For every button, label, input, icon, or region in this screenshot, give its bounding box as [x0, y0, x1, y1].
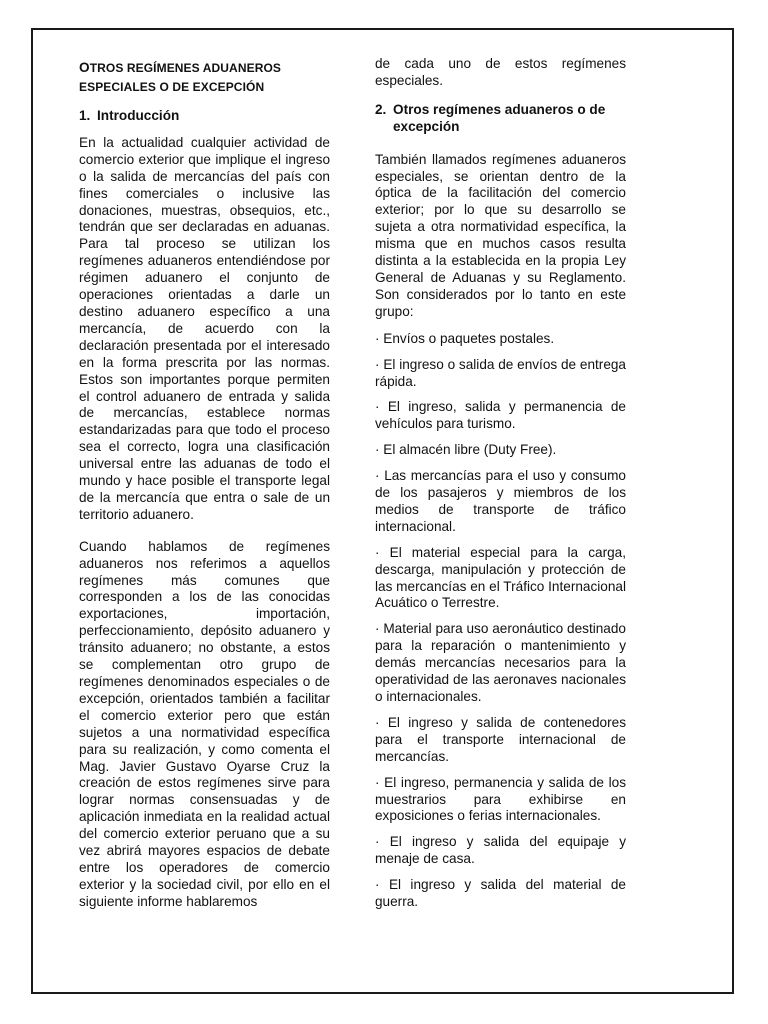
left-column [79, 58, 330, 911]
paragraph-regimenes: Cuando hablamos de regímenes aduaneros nos referimos a aquellos regímenes más comunes que corresponden a los de las conocidas exportaciones, importación, perfeccionamiento, depósito aduanero y tránsito aduanero; no obstante, a estos se complementan otro grupo de regímenes denominados especiales o de excepción, orientados también a facilitar el comercio exterior pero que están sujetos a una normatividad específica para su realización, y como comenta el Mag. Javier Gustavo Oyarse Cruz la creación de estos regímenes sirve para lograr normas consensuadas y de aplicación inmediata en la realidad actual del comercio exterior peruano que a su vez abrirá mayores espacios de debate entre los operadores de comercio exterior y la sociedad civil, por ello en el siguiente informe hablaremos [79, 538, 330, 909]
list-item: · El ingreso y salida de contenedores para el transporte internacional de mercancías. [375, 714, 626, 764]
list-item: · El ingreso o salida de envíos de entrega rápida. [375, 356, 626, 389]
list-item: · El ingreso y salida del material de guerra. [375, 877, 626, 910]
section-2-title: Otros regímenes aduaneros o de excepción [393, 101, 606, 134]
section-1-heading [79, 108, 330, 125]
list-item: · El almacén libre (Duty Free). [375, 442, 557, 458]
list-item: · El ingreso, salida y permanencia de vehículos para turismo. [375, 399, 626, 432]
title-line-1 [79, 58, 330, 78]
paragraph-continuation: de cada uno de estos regímenes especiales. [375, 56, 626, 88]
section-1-title: Introducción [97, 108, 180, 123]
list-item: · El material especial para la carga, descarga, manipulación y protección de las mercancías en el Tráfico Internacional Acuático o Terrestre. [375, 544, 626, 611]
section-2-number: 2. [375, 101, 387, 117]
section-1-number: 1. [79, 108, 91, 123]
right-column [375, 56, 626, 911]
title-initial: O [79, 60, 90, 75]
paragraph-otros-regimenes: También llamados regímenes aduaneros especiales, se orientan dentro de la óptica de la facilitación del comercio exterior; por lo que su desarrollo se sujeta a otra normatividad específica, la misma que en muchos casos resulta distinta a la establecida en la propia Ley General de Aduanas y su Reglamento. Son considerados por lo tanto en este grupo: [375, 151, 626, 319]
list-item: · El ingreso, permanencia y salida de los muestrarios para exhibirse en exposiciones o ferias internacionales. [375, 774, 626, 824]
list-item: · El ingreso y salida del equipaje y menaje de casa. [375, 834, 626, 867]
title-rest: TROS REGÍMENES ADUANEROS [89, 61, 281, 75]
list-item: · Material para uso aeronáutico destinado para la reparación o mantenimiento y demás mercancías necesarios para la operatividad de las aeronaves nacionales o internacionales. [375, 621, 626, 704]
list-item: · Envíos o paquetes postales. [375, 330, 555, 346]
title-line-2: ESPECIALES O DE EXCEPCIÓN [79, 80, 265, 94]
list-item: · Las mercancías para el uso y consumo de los pasajeros y miembros de los medios de transporte de tráfico internacional. [375, 468, 626, 534]
paragraph-introduction: En la actualidad cualquier actividad de comercio exterior que implique el ingreso o la salida de mercancías del país con fines comerciales o inclusive las donaciones, muestras, obsequios, etc., tendrán que ser declaradas en aduanas. Para tal proceso se utilizan los regímenes aduaneros entendiéndose por régimen aduanero el conjunto de operaciones orientadas a darle un destino aduanero específico a una mercancía, de acuerdo con la declaración presentada por el interesado en la forma prescrita por las normas. Estos son importantes porque permiten el control aduanero de entrada y salida de mercancías, establece normas estandarizadas para que todo el proceso sea el correcto, logra una clasificación universal entre las aduanas de todo el mundo y hace posible el transporte legal de la mercancía que entra o sale de un territorio aduanero. [79, 134, 330, 522]
document-title [79, 58, 330, 97]
section-2-heading [375, 102, 626, 136]
